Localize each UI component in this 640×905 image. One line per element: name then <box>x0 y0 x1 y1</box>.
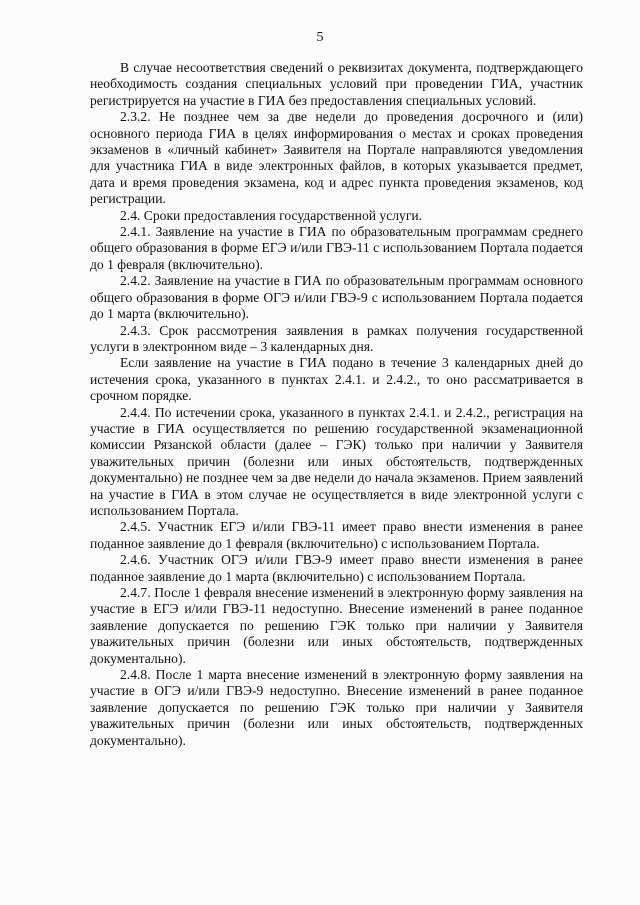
paragraph-2-4-7: 2.4.7. После 1 февраля внесение изменений в электронную форму заявления на участие в ЕГЭ и/или ГВЭ-11 недоступно. Внесение изменений в ранее поданное заявление допускается по решению ГЭК только при наличии у Заявителя уважительных причин (болезни или иных обстоятельств, подтвержденных документально). <box>90 585 583 666</box>
paragraph-2-4-1: 2.4.1. Заявление на участие в ГИА по образовательным программам среднего общего образования в форме ЕГЭ и/или ГВЭ-11 с использованием Портала подается до 1 февраля (включительно). <box>90 224 583 272</box>
paragraph-2-4-3: 2.4.3. Срок рассмотрения заявления в рамках получения государственной услуги в электронном виде – 3 календарных дня. <box>90 322 583 354</box>
paragraph-2-4-6: 2.4.6. Участник ОГЭ и/или ГВЭ-9 имеет право внести изменения в ранее поданное заявление до 1 марта (включительно) с использованием Портала. <box>90 552 583 584</box>
page-number: 5 <box>316 30 324 45</box>
paragraph-2-4-2: 2.4.2. Заявление на участие в ГИА по образовательным программам основного общего образования в форме ОГЭ и/или ГВЭ-9 с использованием Портала подается до 1 марта (включительно). <box>90 273 583 322</box>
document-body <box>90 60 583 749</box>
paragraph-2-4-5: 2.4.5. Участник ЕГЭ и/или ГВЭ-11 имеет право внести изменения в ранее поданное заявление до 1 февраля (включительно) с использованием Портала. <box>90 519 583 551</box>
paragraph-2-4-heading: 2.4. Сроки предоставления государственной услуги. <box>120 207 423 223</box>
paragraph-2-4-8: 2.4.8. После 1 марта внесение изменений в электронную форму заявления на участие в ОГЭ и/или ГВЭ-9 недоступно. Внесение изменений в ранее поданное заявление допускается по решению ГЭК только при наличии у Заявителя уважительных причин (болезни или иных обстоятельств, подтвержденных документально). <box>90 667 583 748</box>
paragraph-2-3-2: 2.3.2. Не позднее чем за две недели до проведения досрочного и (или) основного периода ГИА в целях информирования о местах и сроках проведения экзаменов в «личный кабинет» Заявителя на Портале направляются уведомления для участника ГИА в виде электронных файлов, в которых указывается предмет, дата и время проведения экзамена, код и адрес пункта проведения экзаменов, код регистрации. <box>90 109 583 207</box>
paragraph-special-conditions-mismatch: В случае несоответствия сведений о реквизитах документа, подтверждающего необходимость создания специальных условий при проведении ГИА, участник регистрируется на участие в ГИА без предоставления специальных условий. <box>90 60 583 108</box>
paragraph-urgent-review: Если заявление на участие в ГИА подано в течение 3 календарных дней до истечения срока, указанного в пунктах 2.4.1. и 2.4.2., то оно рассматривается в срочном порядке. <box>90 355 583 404</box>
paragraph-2-4-4: 2.4.4. По истечении срока, указанного в пунктах 2.4.1. и 2.4.2., регистрация на участие в ГИА осуществляется по решению государственной экзаменационной комиссии Рязанской области (далее – ГЭК) только при наличии у Заявителя уважительных причин (болезни или иных обстоятельств, подтвержденных документально) не позднее чем за две недели до начала экзаменов. Прием заявлений на участие в ГИА в этом случае не осуществляется в виде электронной услуги с использованием Портала. <box>90 404 583 518</box>
